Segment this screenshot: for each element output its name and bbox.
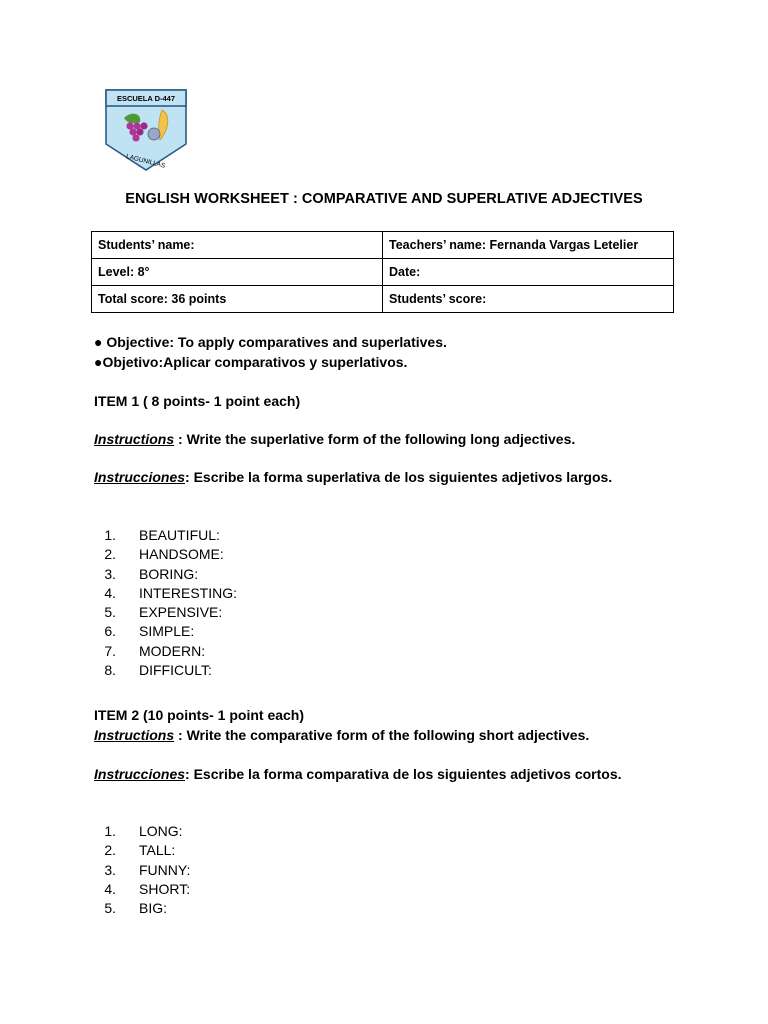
- crest-bottom-text: LAGUNILLAS: [125, 153, 166, 170]
- item2-heading: ITEM 2 (10 points- 1 point each): [94, 707, 305, 723]
- table-row: [92, 259, 674, 286]
- objective-english: ● Objective: To apply comparatives and superlatives.: [94, 334, 447, 350]
- total-score-cell: Total score: 36 points: [92, 286, 383, 313]
- teachers-name-cell: Teachers’ name: Fernanda Vargas Letelier: [383, 232, 674, 259]
- objective-spanish: ●Objetivo:Aplicar comparativos y superlativos.: [94, 354, 408, 370]
- instructions-text: : Write the superlative form of the following long adjectives.: [174, 431, 576, 447]
- instrucciones-label: Instrucciones: [94, 469, 186, 485]
- worksheet-page: ESCUELA D-447 LAGUNILLAS ENGLISH WORKSHEET : COMPARATIVE AND SUPERLATIVE ADJECTIVES Students’ name: Teachers’ name: Fernanda Vargas Letelier Level: 8° Date: Total score: 36 points Students’ score: ● Objective: To apply comparatives and superlatives. ●Objetivo:Aplicar comparativos y superlativos. ITEM 1 ( 8 points- 1 point each) Instructions : Write the superlative form of the following long adjectives. Instrucciones: Escribe la forma superlativa de los siguientes adjetivos largos. 1. BEAUTIFUL: 2. HANDSOME: 3. BORING: 4. INTERESTING: 5. EXPENSIVE: 6. SIMPLE: 7. MODERN: 8. DIFFICULT: ITEM 2 (10 points- 1 point each) Instructions : Write the comparative form of the following short adjectives. Instrucciones: Escribe la forma comparativa de los siguientes adjetivos cortos. 1. LONG: 2. TALL: 3. FUNNY: 4. SHORT: 5. BIG:: [0, 0, 768, 1024]
- instrucciones-text: : Escribe la forma comparativa de los siguientes adjetivos cortos.: [185, 766, 622, 782]
- item2-instrucciones: [94, 764, 674, 784]
- students-score-cell: Students’ score:: [383, 286, 674, 313]
- inkwell-icon: [148, 128, 160, 140]
- instrucciones-label: Instrucciones: [94, 766, 186, 782]
- student-info-table: [91, 231, 674, 313]
- worksheet-title: ENGLISH WORKSHEET : COMPARATIVE AND SUPERLATIVE ADJECTIVES: [125, 191, 643, 207]
- item1-instructions: [94, 431, 575, 447]
- item1-heading: ITEM 1 ( 8 points- 1 point each): [94, 393, 301, 409]
- instructions-label: Instructions: [94, 431, 175, 447]
- crest-top-text: ESCUELA D-447: [116, 94, 176, 103]
- date-cell: Date:: [383, 259, 674, 286]
- level-cell: Level: 8°: [92, 259, 383, 286]
- item2-instructions: [94, 727, 589, 743]
- table-row: [92, 286, 674, 313]
- instrucciones-text: : Escribe la forma superlativa de los siguientes adjetivos largos.: [185, 469, 613, 485]
- item1-instrucciones: [94, 469, 612, 485]
- students-name-cell: Students’ name:: [92, 232, 383, 259]
- instructions-text: : Write the comparative form of the following short adjectives.: [174, 727, 590, 743]
- table-row: [92, 232, 674, 259]
- school-crest-logo: [104, 88, 188, 172]
- school-crest-shield-icon: [104, 88, 188, 172]
- instructions-label: Instructions: [94, 727, 175, 743]
